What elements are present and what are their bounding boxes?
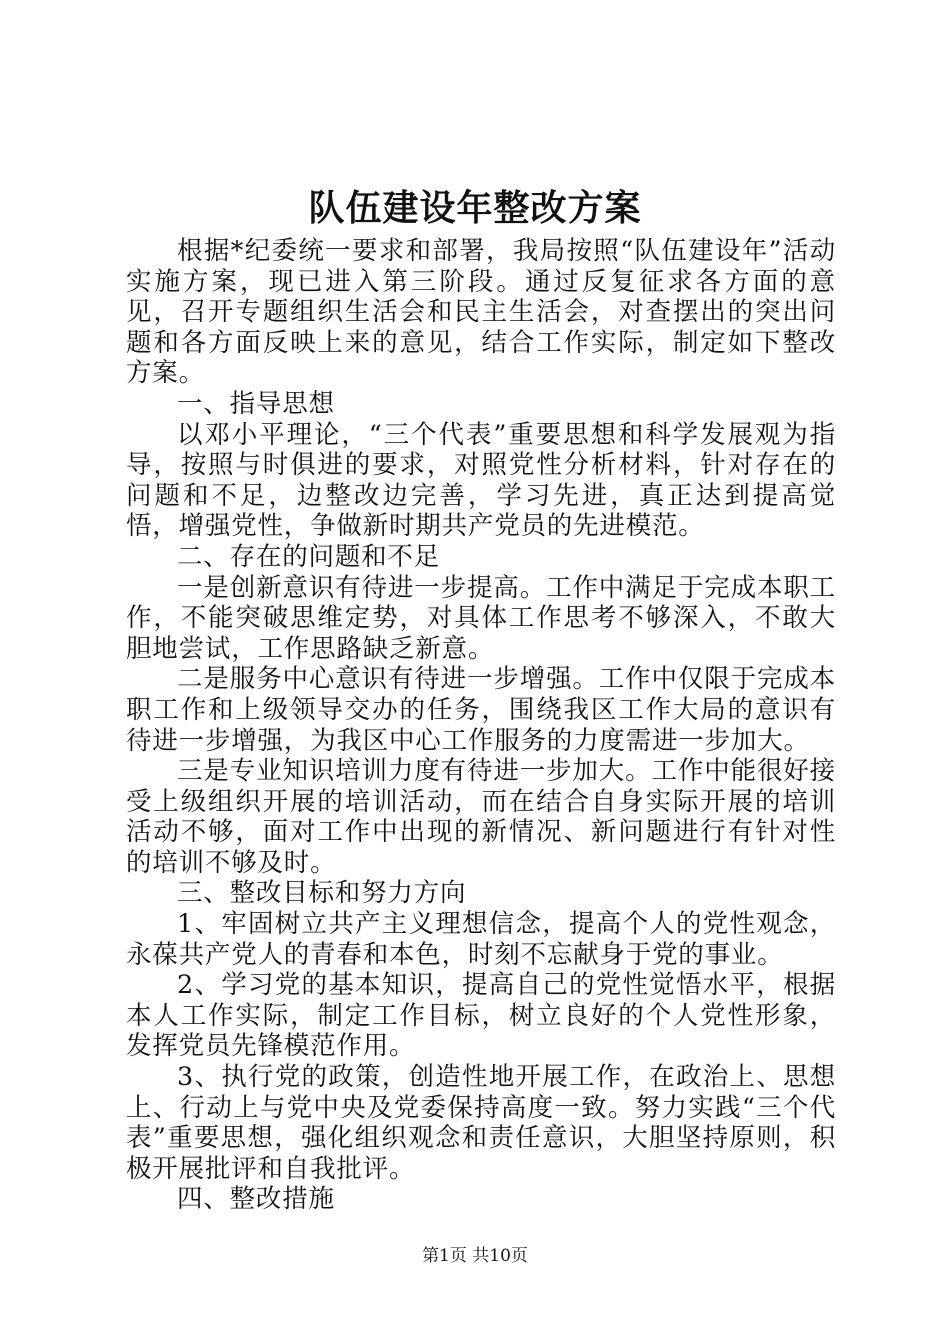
problem-paragraph-2: 二是服务中心意识有待进一步增强。工作中仅限于完成本职工作和上级领导交办的任务，围绕我区工作大局的意识有待进一步增强，为我区中心工作服务的力度需进一步加大。: [126, 664, 836, 756]
problem-paragraph-1: 一是创新意识有待进一步提高。工作中满足于完成本职工作，不能突破思维定势，对具体工作思考不够深入，不敢大胆地尝试，工作思路缺乏新意。: [126, 572, 836, 664]
document-body: [126, 236, 836, 1215]
section-heading-problems: 二、存在的问题和不足: [177, 541, 441, 572]
page-title: 队伍建设年整改方案: [308, 187, 642, 229]
section-heading-measures: 四、整改措施: [177, 1184, 335, 1215]
goal-paragraph-1: 1、牢固树立共产主义理想信念，提高个人的党性观念，永葆共产党人的青春和本色，时刻不忘献身于党的事业。: [126, 909, 836, 970]
guiding-ideology-paragraph: 以邓小平理论，“三个代表”重要思想和科学发展观为指导，按照与时俱进的要求，对照党性分析材料，针对存在的问题和不足，边整改边完善，学习先进，真正达到提高觉悟，增强党性，争做新时期共产党员的先进模范。: [126, 419, 836, 542]
intro-paragraph: 根据*纪委统一要求和部署，我局按照“队伍建设年”活动实施方案，现已进入第三阶段。通过反复征求各方面的意见，召开专题组织生活会和民主生活会，对查摆出的突出问题和各方面反映上来的意见，结合工作实际，制定如下整改方案。: [126, 236, 836, 389]
goal-paragraph-2: 2、学习党的基本知识，提高自己的党性觉悟水平，根据本人工作实际，制定工作目标，树立良好的个人党性形象，发挥党员先锋模范作用。: [126, 970, 836, 1062]
page-footer: 第1页 共10页: [422, 1246, 528, 1266]
section-heading-guiding-ideology: 一、指导思想: [177, 388, 335, 419]
section-heading-goals: 三、整改目标和努力方向: [177, 878, 467, 909]
goal-paragraph-3: 3、执行党的政策，创造性地开展工作，在政治上、思想上、行动上与党中央及党委保持高度一致。努力实践“三个代表”重要思想，强化组织观念和责任意识，大胆坚持原则，积极开展批评和自我批评。: [126, 1062, 836, 1184]
problem-paragraph-3: 三是专业知识培训力度有待进一步加大。工作中能很好接受上级组织开展的培训活动，而在结合自身实际开展的培训活动不够，面对工作中出现的新情况、新问题进行有针对性的培训不够及时。: [126, 756, 836, 878]
